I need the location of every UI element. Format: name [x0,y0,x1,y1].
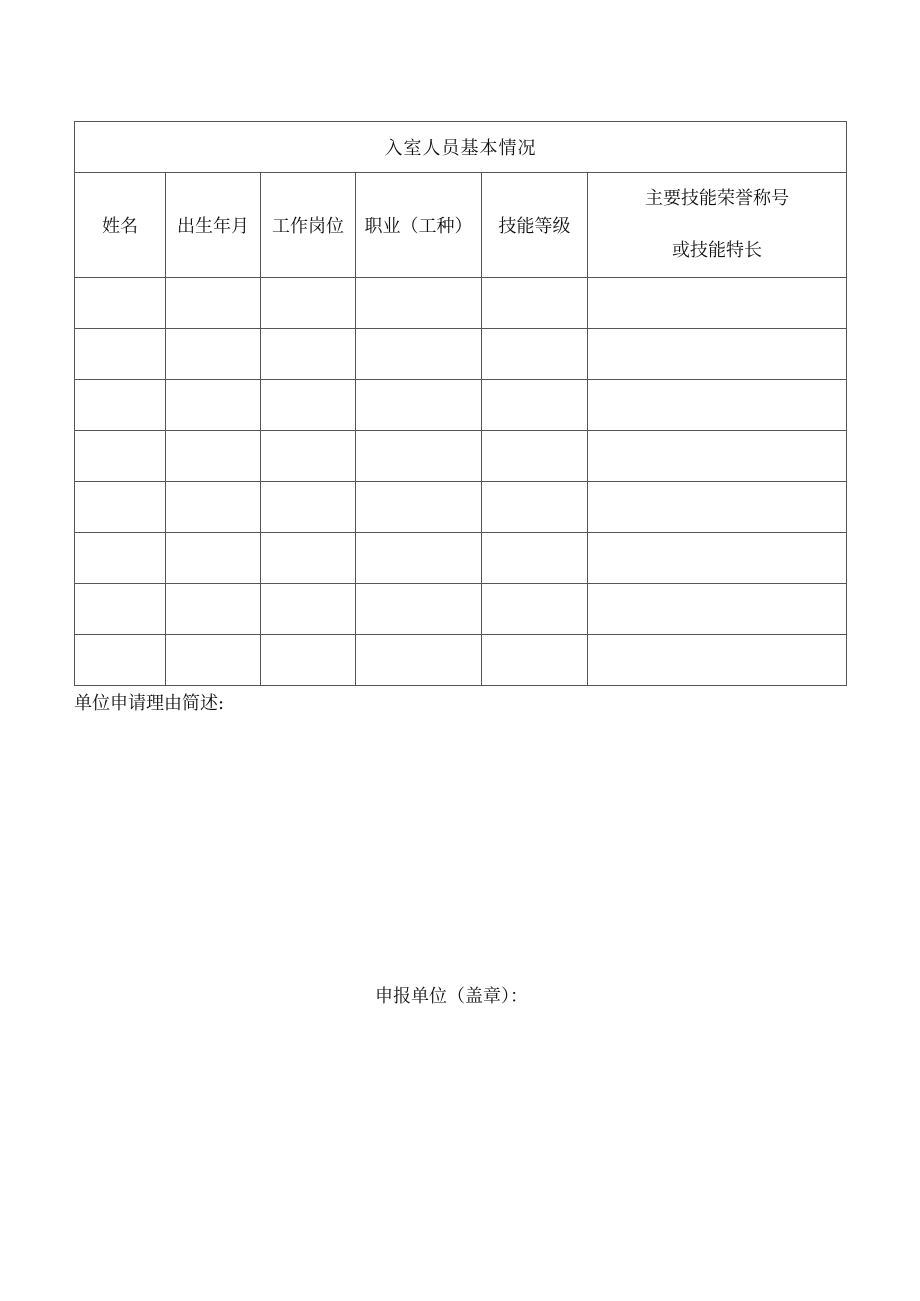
name-cell[interactable] [75,635,166,686]
honor-title-cell[interactable] [588,380,847,431]
skill-level-cell[interactable] [482,482,588,533]
header-name: 姓名 [75,173,166,278]
job-position-cell[interactable] [261,329,356,380]
table-row [75,329,847,380]
skill-level-cell[interactable] [482,329,588,380]
name-cell[interactable] [75,584,166,635]
honor-title-cell[interactable] [588,278,847,329]
skill-level-cell[interactable] [482,278,588,329]
header-occupation: 职业（工种） [356,173,482,278]
name-cell[interactable] [75,482,166,533]
occupation-cell[interactable] [356,329,482,380]
job-position-cell[interactable] [261,431,356,482]
table-row [75,533,847,584]
birth-date-cell[interactable] [166,533,261,584]
table-header-row [75,173,847,278]
occupation-cell[interactable] [356,482,482,533]
table-row [75,482,847,533]
honor-title-cell[interactable] [588,533,847,584]
header-skill-level: 技能等级 [482,173,588,278]
header-birth-date: 出生年月 [166,173,261,278]
name-cell[interactable] [75,278,166,329]
honor-title-cell[interactable] [588,584,847,635]
occupation-cell[interactable] [356,584,482,635]
applicant-unit-seal-label: 申报单位（盖章）： [375,986,528,1007]
table-row [75,380,847,431]
job-position-cell[interactable] [261,584,356,635]
occupation-cell[interactable] [356,278,482,329]
header-honor-title-line2: 或技能特长 [672,240,762,261]
job-position-cell[interactable] [261,482,356,533]
skill-level-cell[interactable] [482,584,588,635]
honor-title-cell[interactable] [588,329,847,380]
table-title: 入室人员基本情况 [75,122,847,173]
honor-title-cell[interactable] [588,482,847,533]
job-position-cell[interactable] [261,278,356,329]
header-honor-title-line1: 主要技能荣誉称号 [645,188,789,209]
header-honor-title [588,173,847,278]
occupation-cell[interactable] [356,635,482,686]
occupation-cell[interactable] [356,380,482,431]
skill-level-cell[interactable] [482,431,588,482]
table-row [75,278,847,329]
occupation-cell[interactable] [356,431,482,482]
birth-date-cell[interactable] [166,635,261,686]
table-title-row [75,122,847,173]
birth-date-cell[interactable] [166,278,261,329]
job-position-cell[interactable] [261,380,356,431]
job-position-cell[interactable] [261,533,356,584]
header-job-position: 工作岗位 [261,173,356,278]
skill-level-cell[interactable] [482,380,588,431]
job-position-cell[interactable] [261,635,356,686]
table-row [75,431,847,482]
application-reason-label: 单位申请理由简述: [74,693,225,714]
name-cell[interactable] [75,533,166,584]
birth-date-cell[interactable] [166,329,261,380]
name-cell[interactable] [75,431,166,482]
honor-title-cell[interactable] [588,635,847,686]
name-cell[interactable] [75,329,166,380]
name-cell[interactable] [75,380,166,431]
table-row [75,635,847,686]
birth-date-cell[interactable] [166,431,261,482]
skill-level-cell[interactable] [482,635,588,686]
honor-title-cell[interactable] [588,431,847,482]
occupation-cell[interactable] [356,533,482,584]
birth-date-cell[interactable] [166,584,261,635]
personnel-info-table [74,121,847,686]
birth-date-cell[interactable] [166,380,261,431]
table-row [75,584,847,635]
birth-date-cell[interactable] [166,482,261,533]
skill-level-cell[interactable] [482,533,588,584]
